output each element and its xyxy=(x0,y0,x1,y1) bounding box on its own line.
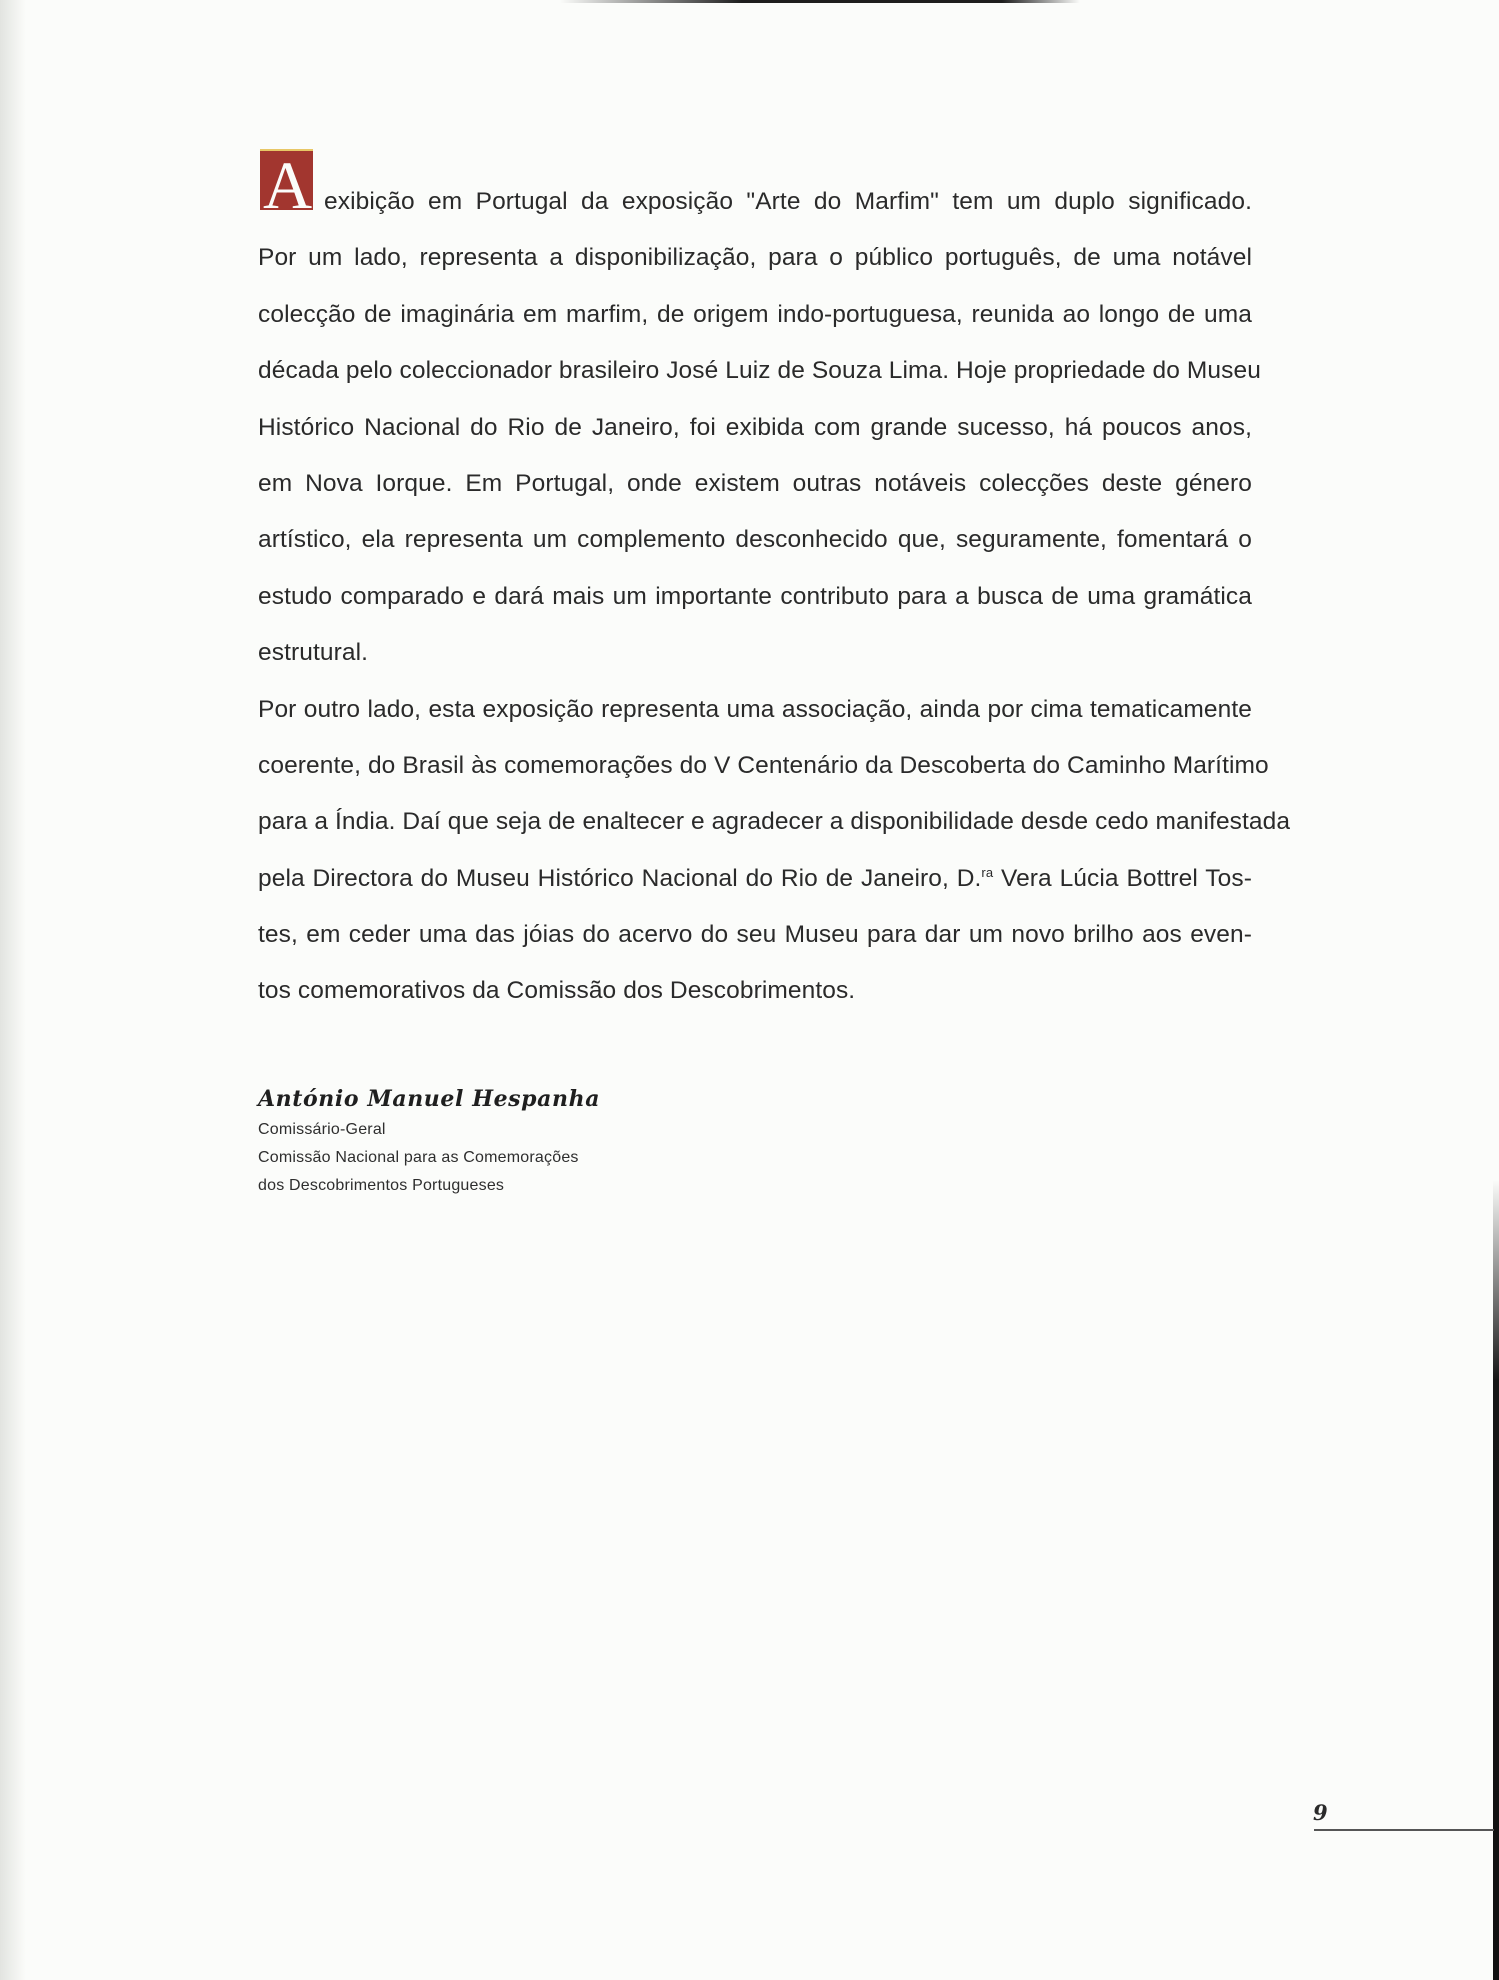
page-number-rule xyxy=(1314,1829,1494,1831)
signature-name: António Manuel Hespanha xyxy=(258,1086,601,1112)
text-line: colecção de imaginária em marfim, de origem indo-portuguesa, reunida ao longo de uma xyxy=(258,300,1252,328)
drop-cap-letter: A xyxy=(263,149,313,210)
signature-title: Comissário-Geral xyxy=(258,1121,386,1138)
text-line: tos comemorativos da Comissão dos Descobrimentos. xyxy=(258,977,856,1005)
signature-org-line2: dos Descobrimentos Portugueses xyxy=(258,1177,505,1194)
text-line: tes, em ceder uma das jóias do acervo do seu Museu para dar um novo brilho aos even- xyxy=(258,921,1252,949)
signature-org-line1: Comissão Nacional para as Comemorações xyxy=(258,1149,579,1166)
text-line: em Nova Iorque. Em Portugal, onde existem outras notáveis colecções deste género xyxy=(258,469,1252,497)
superscript-ra: ra xyxy=(981,864,994,880)
signature-block xyxy=(258,1082,600,1200)
text-line: exibição em Portugal da exposição "Arte do Marfim" tem um duplo significado. xyxy=(324,188,1252,215)
text-line: artístico, ela representa um complemento desconhecido que, seguramente, fomentará o xyxy=(258,526,1252,554)
text-line: Histórico Nacional do Rio de Janeiro, foi exibida com grande sucesso, há poucos anos, xyxy=(258,413,1252,441)
text-line: Por outro lado, esta exposição representa uma associação, ainda por cima tematicamente xyxy=(258,695,1252,723)
page-left-shadow xyxy=(0,0,26,1980)
page-right-edge xyxy=(1493,1180,1499,1980)
text-line: coerente, do Brasil às comemorações do V Centenário da Descoberta do Caminho Marítimo xyxy=(258,751,1269,779)
text-line: Por um lado, representa a disponibilização, para o público português, de uma notável xyxy=(258,244,1252,272)
body-text xyxy=(258,174,1291,1020)
page-number: 9 xyxy=(1313,1800,1328,1825)
text-line: década pelo coleccionador brasileiro José Luiz de Souza Lima. Hoje propriedade do Museu xyxy=(258,357,1261,385)
text-line: pela Directora do Museu Histórico Nacional do Rio de Janeiro, D.$^{ra}$ Vera Lúcia Bottrel Tos- xyxy=(258,864,1252,892)
text-line: estrutural. xyxy=(258,639,369,667)
text-line: estudo comparado e dará mais um importante contributo para a busca de uma gramática xyxy=(258,582,1252,610)
scan-top-edge xyxy=(560,0,1080,3)
text-line: para a Índia. Daí que seja de enaltecer e agradecer a disponibilidade desde cedo manifestada xyxy=(258,808,1291,836)
